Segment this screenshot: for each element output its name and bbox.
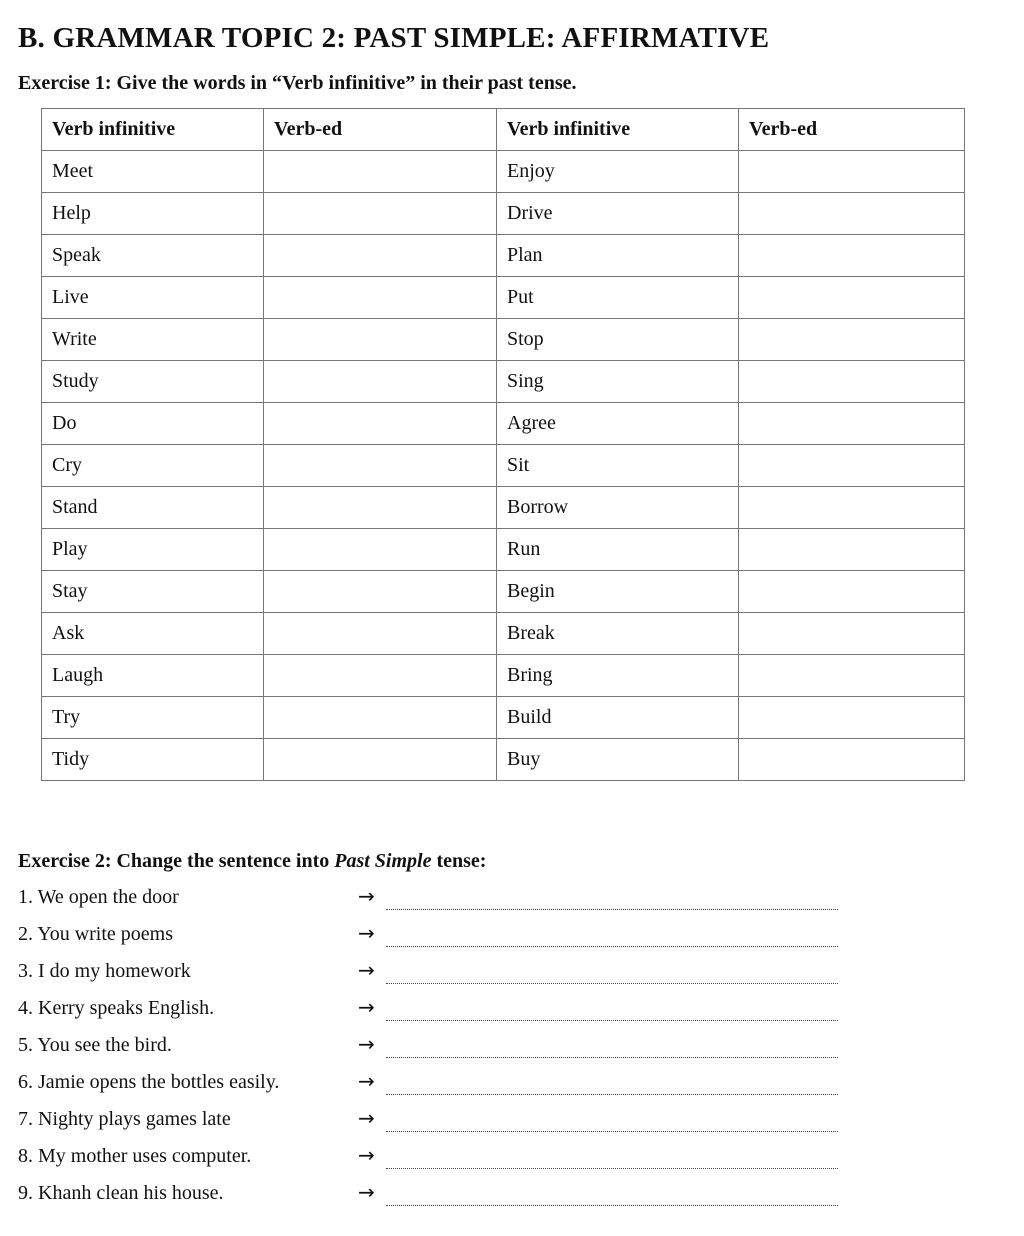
verb-infinitive-cell: Put	[497, 277, 739, 319]
verb-ed-answer-cell[interactable]	[264, 403, 497, 445]
table-row	[42, 529, 965, 571]
sentence-text: 8. My mother uses computer.	[18, 1145, 252, 1167]
verb-infinitive-cell: Study	[42, 361, 264, 403]
verb-ed-answer-cell[interactable]	[264, 697, 497, 739]
table-row	[42, 613, 965, 655]
verb-ed-answer-cell[interactable]	[264, 613, 497, 655]
arrow-right-icon: →	[358, 995, 375, 1019]
answer-line[interactable]	[386, 1131, 838, 1132]
sentence-item	[18, 1141, 858, 1178]
verb-infinitive-cell: Cry	[42, 445, 264, 487]
verb-ed-answer-cell[interactable]	[739, 277, 965, 319]
verb-infinitive-cell: Sing	[497, 361, 739, 403]
answer-line[interactable]	[386, 1094, 838, 1095]
verb-infinitive-cell: Meet	[42, 151, 264, 193]
verb-ed-answer-cell[interactable]	[264, 151, 497, 193]
sentence-text: 7. Nighty plays games late	[18, 1108, 231, 1130]
arrow-right-icon: →	[358, 1032, 375, 1056]
exercise-2-heading-emphasis: Past Simple	[334, 850, 432, 872]
sentence-item	[18, 993, 858, 1030]
arrow-right-icon: →	[358, 958, 375, 982]
verb-infinitive-cell: Drive	[497, 193, 739, 235]
verb-ed-answer-cell[interactable]	[739, 403, 965, 445]
answer-line[interactable]	[386, 1057, 838, 1058]
arrow-right-icon: →	[358, 921, 375, 945]
exercise-2-heading-prefix: Exercise 2: Change the sentence into	[18, 850, 335, 872]
verb-ed-answer-cell[interactable]	[739, 193, 965, 235]
sentence-item	[18, 1178, 858, 1215]
answer-line[interactable]	[386, 1168, 838, 1169]
verb-infinitive-cell: Do	[42, 403, 264, 445]
sentence-text: 6. Jamie opens the bottles easily.	[18, 1071, 280, 1093]
verb-ed-answer-cell[interactable]	[739, 487, 965, 529]
table-row	[42, 151, 965, 193]
answer-line[interactable]	[386, 1205, 838, 1206]
verb-infinitive-cell: Run	[497, 529, 739, 571]
verb-ed-answer-cell[interactable]	[739, 445, 965, 487]
verb-infinitive-cell: Bring	[497, 655, 739, 697]
table-row	[42, 193, 965, 235]
verb-infinitive-cell: Borrow	[497, 487, 739, 529]
verb-infinitive-cell: Speak	[42, 235, 264, 277]
verb-infinitive-cell: Ask	[42, 613, 264, 655]
header-verb-ed-left: Verb-ed	[264, 109, 497, 151]
arrow-right-icon: →	[358, 1143, 375, 1167]
verb-ed-answer-cell[interactable]	[739, 697, 965, 739]
verb-ed-answer-cell[interactable]	[264, 361, 497, 403]
verb-ed-answer-cell[interactable]	[264, 193, 497, 235]
table-row	[42, 655, 965, 697]
verb-infinitive-cell: Buy	[497, 739, 739, 781]
verb-infinitive-cell: Write	[42, 319, 264, 361]
sentence-list	[18, 882, 858, 1215]
page-title: B. GRAMMAR TOPIC 2: PAST SIMPLE: AFFIRMATIVE	[18, 22, 770, 54]
verb-ed-answer-cell[interactable]	[739, 319, 965, 361]
verb-infinitive-cell: Enjoy	[497, 151, 739, 193]
verb-infinitive-cell: Stand	[42, 487, 264, 529]
table-row	[42, 445, 965, 487]
arrow-right-icon: →	[358, 1069, 375, 1093]
table-row	[42, 403, 965, 445]
verb-infinitive-cell: Try	[42, 697, 264, 739]
answer-line[interactable]	[386, 909, 838, 910]
verb-ed-answer-cell[interactable]	[264, 319, 497, 361]
answer-line[interactable]	[386, 946, 838, 947]
verb-ed-answer-cell[interactable]	[739, 235, 965, 277]
header-verb-ed-right: Verb-ed	[739, 109, 965, 151]
table-row	[42, 697, 965, 739]
exercise-1-heading: Exercise 1: Give the words in “Verb infinitive” in their past tense.	[18, 72, 577, 94]
verb-ed-answer-cell[interactable]	[264, 235, 497, 277]
sentence-item	[18, 919, 858, 956]
verb-infinitive-cell: Help	[42, 193, 264, 235]
sentence-item	[18, 956, 858, 993]
verb-infinitive-cell: Stay	[42, 571, 264, 613]
verb-infinitive-cell: Break	[497, 613, 739, 655]
sentence-text: 1. We open the door	[18, 886, 179, 908]
verb-infinitive-cell: Stop	[497, 319, 739, 361]
verb-ed-answer-cell[interactable]	[739, 529, 965, 571]
verb-ed-answer-cell[interactable]	[739, 571, 965, 613]
table-row	[42, 235, 965, 277]
verb-infinitive-cell: Sit	[497, 445, 739, 487]
table-row	[42, 319, 965, 361]
sentence-item	[18, 1104, 858, 1141]
verb-infinitive-cell: Agree	[497, 403, 739, 445]
verb-ed-answer-cell[interactable]	[739, 151, 965, 193]
verb-infinitive-cell: Live	[42, 277, 264, 319]
verb-ed-answer-cell[interactable]	[264, 571, 497, 613]
verb-ed-answer-cell[interactable]	[739, 655, 965, 697]
verb-infinitive-cell: Build	[497, 697, 739, 739]
verb-ed-answer-cell[interactable]	[739, 739, 965, 781]
table-row	[42, 361, 965, 403]
sentence-item	[18, 882, 858, 919]
exercise-2-heading-suffix: tense:	[431, 850, 487, 872]
verb-infinitive-cell: Play	[42, 529, 264, 571]
table-header-row	[42, 109, 965, 151]
sentence-text: 2. You write poems	[18, 923, 174, 945]
sentence-text: 9. Khanh clean his house.	[18, 1182, 224, 1204]
verb-infinitive-cell: Begin	[497, 571, 739, 613]
table-row	[42, 571, 965, 613]
exercise-2-heading	[18, 850, 486, 873]
answer-line[interactable]	[386, 983, 838, 984]
table-row	[42, 739, 965, 781]
verb-ed-answer-cell[interactable]	[264, 487, 497, 529]
verb-ed-answer-cell[interactable]	[264, 529, 497, 571]
verb-table	[41, 108, 965, 781]
header-verb-infinitive-left: Verb infinitive	[42, 109, 264, 151]
sentence-item	[18, 1030, 858, 1067]
verb-ed-answer-cell[interactable]	[264, 445, 497, 487]
sentence-text: 3. I do my homework	[18, 960, 191, 982]
arrow-right-icon: →	[358, 1106, 375, 1130]
verb-ed-answer-cell[interactable]	[264, 655, 497, 697]
verb-infinitive-cell: Tidy	[42, 739, 264, 781]
verb-ed-answer-cell[interactable]	[739, 613, 965, 655]
verb-ed-answer-cell[interactable]	[264, 739, 497, 781]
sentence-text: 5. You see the bird.	[18, 1034, 172, 1056]
table-row	[42, 277, 965, 319]
verb-ed-answer-cell[interactable]	[264, 277, 497, 319]
sentence-item	[18, 1067, 858, 1104]
verb-ed-answer-cell[interactable]	[739, 361, 965, 403]
verb-infinitive-cell: Laugh	[42, 655, 264, 697]
verb-infinitive-cell: Plan	[497, 235, 739, 277]
sentence-text: 4. Kerry speaks English.	[18, 997, 215, 1019]
header-verb-infinitive-right: Verb infinitive	[497, 109, 739, 151]
answer-line[interactable]	[386, 1020, 838, 1021]
table-row	[42, 487, 965, 529]
arrow-right-icon: →	[358, 1180, 375, 1204]
arrow-right-icon: →	[358, 884, 375, 908]
